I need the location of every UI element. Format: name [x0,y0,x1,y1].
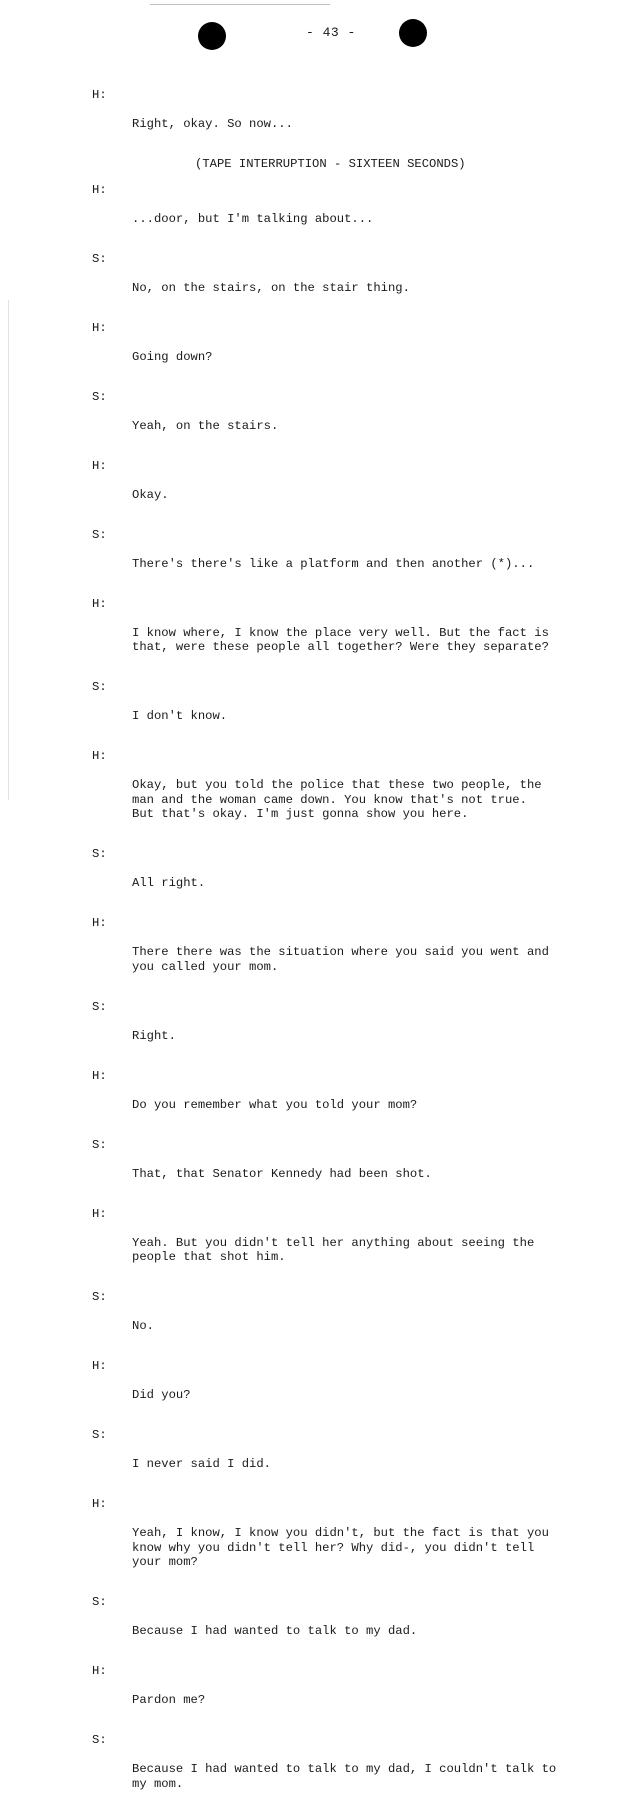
tape-interruption-note: (TAPE INTERRUPTION - SIXTEEN SECONDS) [195,157,466,171]
transcript-line [92,916,592,989]
transcript-line [92,1000,592,1058]
transcript-line [92,1428,592,1486]
transcript-line [92,1497,592,1584]
utterance: Right, okay. So now... [132,117,293,131]
utterance: No, on the stairs, on the stair thing. [132,280,410,295]
utterance: Pardon me? [132,1693,206,1707]
transcript-line [92,1069,592,1127]
punch-hole-left [198,22,226,50]
transcript-line [92,1138,592,1196]
speaker-label: H: [92,320,107,335]
speaker-label: H: [92,1664,107,1678]
utterance: ...door, but I'm talking about... [132,211,374,226]
speaker-label: S: [92,527,107,542]
utterance: Because I had wanted to talk to my dad. [132,1624,418,1638]
utterance: There's there's like a platform and then another (*)... [132,556,535,571]
speaker-label: H: [92,88,107,102]
transcript-line [92,88,592,146]
transcript-line [92,597,592,670]
speaker-label: H: [92,916,107,930]
page-edge-shadow [8,300,9,800]
speaker-label: S: [92,1137,107,1152]
transcript-line [92,459,592,517]
transcript-line [92,183,592,241]
utterance: All right. [132,876,206,890]
transcript-line [92,528,592,586]
speaker-label: H: [92,596,107,611]
speaker-label: S: [92,999,107,1014]
page-number: - 43 - [306,25,356,40]
transcript-line [92,1733,592,1806]
transcript-line [92,1595,592,1653]
utterance: Okay. [132,487,169,502]
utterance: No. [132,1319,154,1333]
transcript-line [92,680,592,738]
speaker-label: H: [92,458,107,473]
punch-hole-right [399,19,427,47]
speaker-label: H: [92,182,107,197]
utterance: Going down? [132,349,213,364]
utterance: Do you remember what you told your mom? [132,1097,418,1112]
transcript-line [92,1359,592,1417]
speaker-label: H: [92,1068,107,1083]
utterance: Okay, but you told the police that these two people, the man and the woman came down. You know that's not true. But that's okay. I'm just gonna show you here. [132,778,542,821]
speaker-label: H: [92,1497,107,1511]
utterance: Because I had wanted to talk to my dad, I couldn't talk to my mom. [132,1762,557,1791]
speaker-label: H: [92,1359,107,1373]
speaker-label: S: [92,1290,107,1304]
speaker-label: S: [92,680,107,694]
speaker-label: S: [92,251,107,266]
speaker-label: S: [92,1595,107,1609]
transcript-line [92,847,592,905]
transcript-line [92,390,592,448]
transcript-line [92,321,592,379]
speaker-label: S: [92,1428,107,1442]
speaker-label: S: [92,847,107,861]
speaker-label: H: [92,749,107,763]
transcript [92,88,592,1817]
utterance: Yeah. But you didn't tell her anything about seeing the people that shot him. [132,1235,535,1264]
utterance: Right. [132,1028,176,1043]
transcript-line [92,1207,592,1280]
utterance: There there was the situation where you said you went and you called your mom. [132,945,549,974]
utterance: I don't know. [132,709,228,723]
transcript-line [92,252,592,310]
transcript-line [92,1290,592,1348]
speaker-label: S: [92,1733,107,1747]
utterance: Did you? [132,1388,191,1402]
transcript-line [92,749,592,836]
utterance: I know where, I know the place very well. But the fact is that, were these people all together? Were they separate? [132,625,549,654]
top-rule [150,4,330,5]
utterance: I never said I did. [132,1457,271,1471]
utterance: Yeah, on the stairs. [132,418,279,433]
utterance: Yeah, I know, I know you didn't, but the fact is that you know why you didn't tell her? Why did-, you didn't tell your mom? [132,1526,549,1569]
speaker-label: S: [92,389,107,404]
utterance: That, that Senator Kennedy had been shot. [132,1166,432,1181]
transcript-line [92,1664,592,1722]
speaker-label: H: [92,1206,107,1221]
